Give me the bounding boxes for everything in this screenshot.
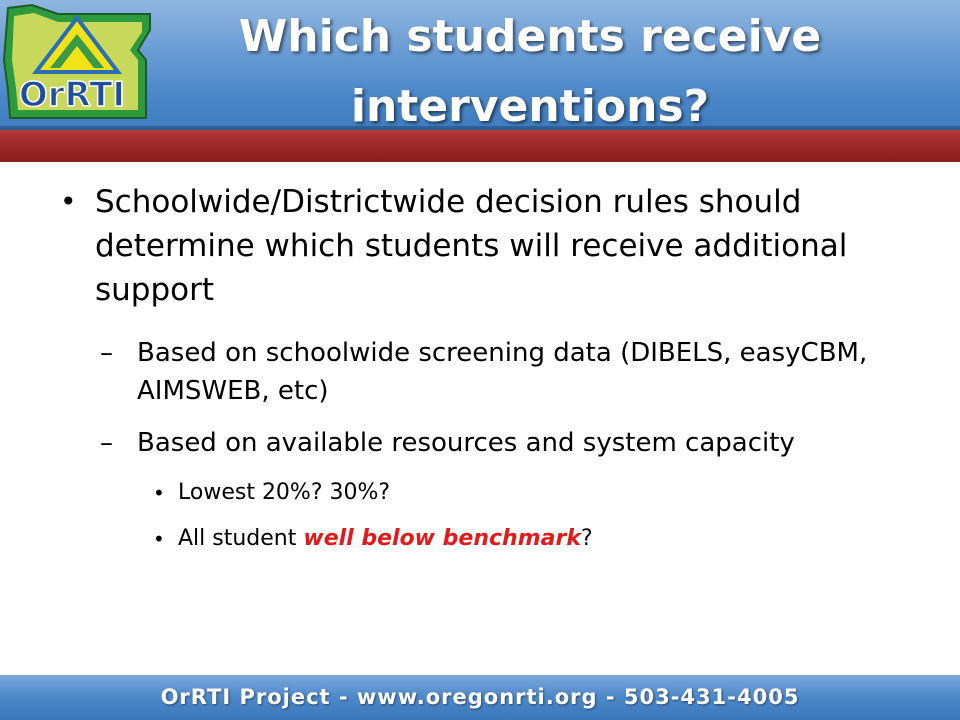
orrti-logo — [0, 0, 160, 125]
bullet-dot-icon: • — [153, 527, 165, 551]
dash-icon: – — [100, 428, 113, 458]
bullet-text: Based on available resources and system capacity — [137, 428, 795, 458]
footer-bar — [0, 675, 960, 720]
logo-text: OrRTI — [18, 75, 126, 115]
bullet-text-suffix: ? — [580, 526, 593, 551]
bullet-text: Lowest 20%? 30%? — [178, 480, 391, 505]
emphasis-text: well below benchmark — [303, 526, 581, 551]
bullet-text: Schoolwide/Districtwide decision rules should determine which students will receive additional support — [95, 184, 848, 308]
bullet-dot-icon: • — [153, 481, 165, 505]
bullet-text-prefix: All student — [178, 526, 304, 551]
bullet-dot-icon: • — [60, 185, 77, 218]
slide-title: Which students receive interventions? — [238, 11, 822, 132]
bullet-level3 — [60, 522, 920, 556]
bullet-level2 — [60, 424, 920, 462]
bullet-level3 — [60, 476, 920, 510]
dash-icon: – — [100, 338, 113, 368]
bullet-level2 — [60, 334, 920, 410]
bullet-level1 — [60, 180, 920, 312]
footer-text: OrRTI Project - www.oregonrti.org - 503-431-4005 — [160, 685, 800, 709]
slide-body — [60, 180, 920, 568]
bullet-text: Based on schoolwide screening data (DIBELS, easyCBM, AIMSWEB, etc) — [137, 338, 868, 406]
